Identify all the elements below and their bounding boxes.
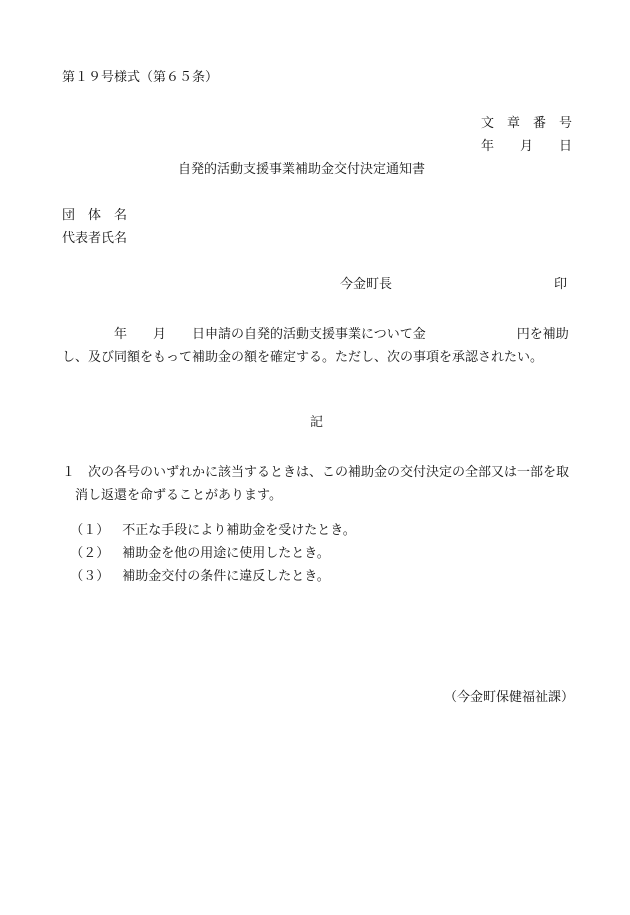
- condition-item-1: １ 次の各号のいずれかに該当するときは、この補助金の交付決定の全部又は一部を取消し返還を命ずることがあります。: [62, 465, 570, 503]
- form-number: 第１９号様式（第６５条）: [62, 70, 219, 85]
- sub-item-number: （３）: [70, 569, 110, 584]
- sub-item-number: （１）: [70, 523, 110, 538]
- sub-item-text: 補助金を他の用途に使用したとき。: [122, 546, 330, 561]
- representative-name-label: 代表者氏名: [62, 231, 128, 246]
- document-number-label: 文 章 番 号: [480, 116, 572, 131]
- document-title: 自発的活動支援事業補助金交付決定通知書: [178, 162, 426, 177]
- seal-mark: 印: [554, 277, 568, 292]
- ki-heading: 記: [310, 415, 324, 430]
- sub-item-number: （２）: [70, 546, 110, 561]
- date-label: 年 月 日: [480, 139, 572, 154]
- body-paragraph: 年 月 日申請の自発的活動支援事業について金 円を補助し、及び同額をもって補助金の額を確定する。ただし、次の事項を承認されたい。: [62, 327, 569, 365]
- sub-item-text: 不正な手段により補助金を受けたとき。: [122, 523, 356, 538]
- organization-name-label: 団 体 名: [62, 208, 128, 223]
- department-label: （今金町保健福祉課）: [443, 690, 574, 705]
- sub-item: [62, 553, 330, 585]
- sub-item-text: 補助金交付の条件に違反したとき。: [122, 569, 330, 584]
- issuer-name: 今金町長: [340, 277, 393, 292]
